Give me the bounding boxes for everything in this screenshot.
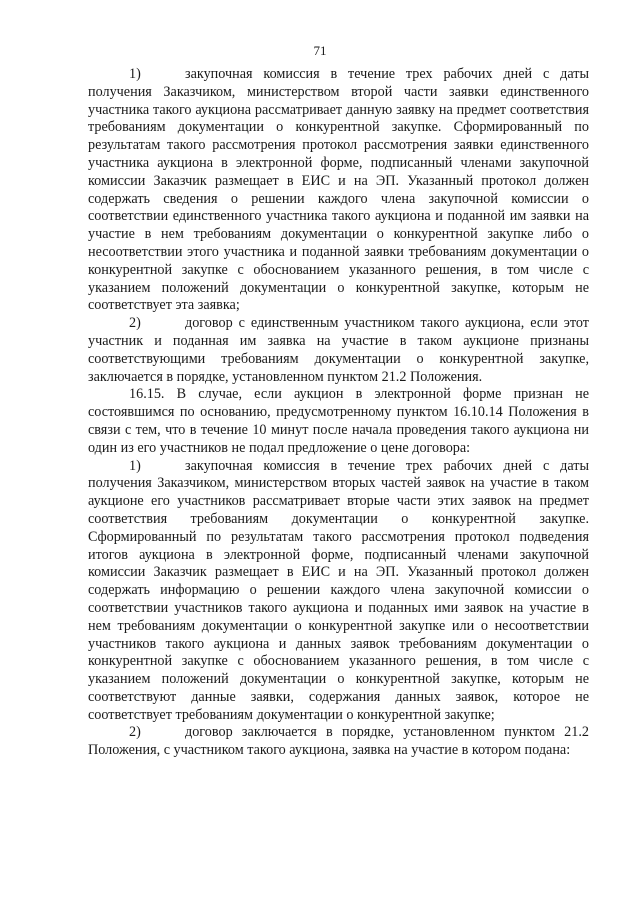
list-number: 2) [129,315,141,332]
paragraph-text: закупочная комиссия в течение трех рабочих дней с даты получения Заказчиком, министерством вторых частей заявок на участие в таком аукционе его участников рассматривает вторые части этих заявок на предмет соответствия требованиям документации о конкурентной закупке. Сформированный по результатам такого рассмотрения протокол подведения итогов аукциона в электронной форме, подписанный членами закупочной комиссии Заказчик размещает в ЕИС и на ЭП. Указанный протокол должен содержать информацию о решении каждого члена закупочной комиссии о соответствии участников такого аукциона и поданных ими заявок на участие в нем требованиям документации о конкурентной закупке или о несоответствии участников такого аукциона и данных заявок требованиям документации о конкурентной закупке с обоснованием указанного решения, в том числе с указанием положений документации о конкурентной закупке, которым не соответствуют данные заявки, содержания данных заявок, которое не соответствует требованиям документации о конкурентной закупке; [88,457,589,723]
paragraph-text: 16.15. В случае, если аукцион в электронной форме признан не состоявшимся по основанию, предусмотренному пунктом 16.10.14 Положения в связи с тем, что в течение 10 минут после начала проведения такого аукциона ни один из его участников не подал предложение о цене договора: [88,386,589,456]
list-number: 1) [129,457,141,474]
document-body [88,66,589,760]
paragraph-4-item-1 [88,458,589,725]
paragraph-text: договор заключается в порядке, установленном пунктом 21.2 Положения, с участником такого аукциона, заявка на участие в котором подана: [88,724,589,759]
list-number: 2) [129,724,141,741]
paragraph-5-item-2 [88,724,589,760]
paragraph-text: закупочная комиссия в течение трех рабочих дней с даты получения Заказчиком, министерством второй части заявки единственного участника такого аукциона рассматривает данную заявку на предмет соответствия требованиям документации о конкурентной закупке. Сформированный по результатам такого рассмотрения протокол рассмотрения заявки единственного участника аукциона в электронной форме, подписанный членами закупочной комиссии Заказчик размещает в ЕИС и на ЭП. Указанный протокол должен содержать сведения о решении каждого члена закупочной комиссии о соответствии единственного участника такого аукциона и поданной им заявки на участие в нем требованиям документации о конкурентной закупке либо о несоответствии этого участника и поданной заявки требованиям документации о конкурентной закупке с обоснованием указанного решения, в том числе с указанием положений документации о конкурентной закупке, которым не соответствует эта заявка; [88,66,589,314]
paragraph-text: договор с единственным участником такого аукциона, если этот участник и поданная им заявка на участие в таком аукционе признаны соответствующими требованиям документации о конкурентной закупке, заключается в порядке, установленном пунктом 21.2 Положения. [88,315,589,385]
page-number: 71 [313,43,327,58]
paragraph-3-clause-16-15 [88,386,589,457]
paragraph-1-item-1 [88,66,589,315]
list-number: 1) [129,66,141,82]
paragraph-2-item-2 [88,315,589,386]
